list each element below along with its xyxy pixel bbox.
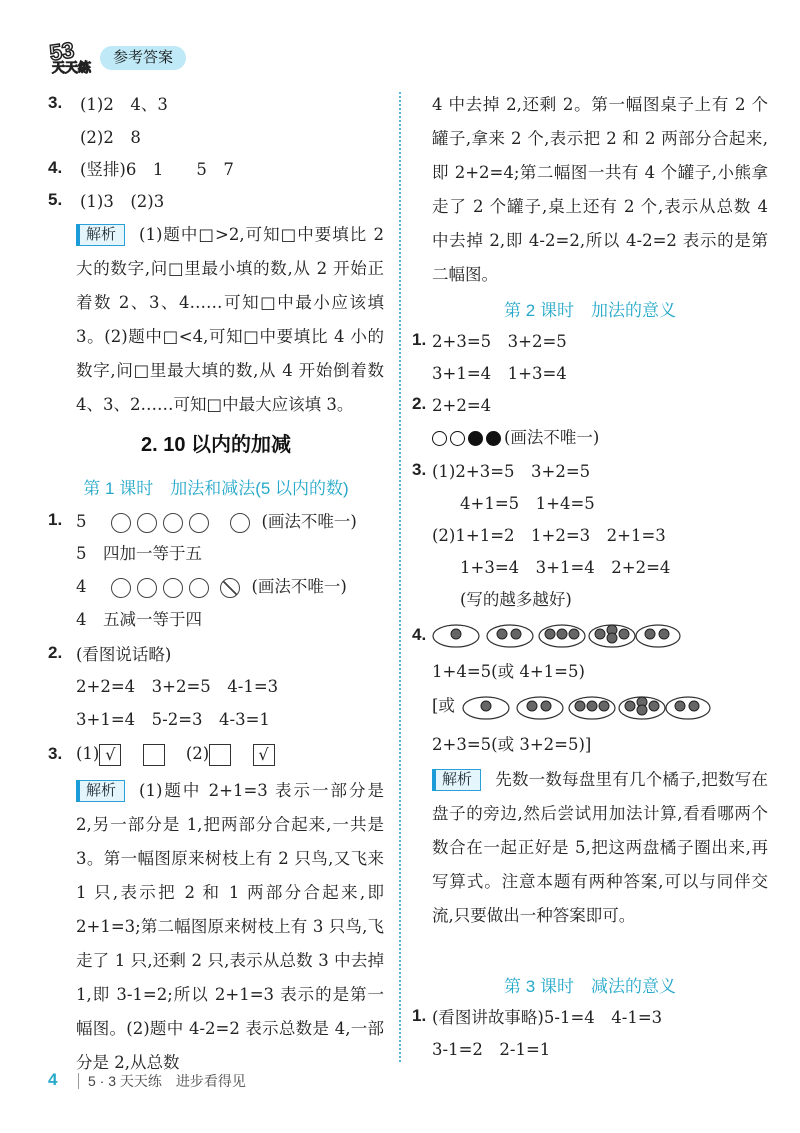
- analysis-continued: 4 中去掉 2,还剩 2。第一幅图桌子上有 2 个罐子,拿来 2 个,表示把 2 和 2 两部分合起来,即 2+2=4;第二幅图一共有 4 个罐子,小熊拿走了 2 个罐子,桌上还有 2 个,表示从总数 4 中去掉 2,即 4-2=2,所以 4-2=2 表示的是第二幅图。: [432, 95, 768, 284]
- svg-text:53: 53: [48, 37, 76, 66]
- answer-line: 2+2=4 3+2=5 4-1=3: [76, 677, 279, 696]
- analysis-text: (1)题中□>2,可知□中要填比 2 大的数字,问□里最小填的数,从 2 开始正着数 2、3、4……可知□中最小应该填 3。(2)题中□<4,可知□中要填比 4 小的数字,问□里最大填的数,从 4 开始倒着数 4、3、2……可知□中最大应该填 3。: [76, 225, 384, 414]
- choice-row: (1) √ (2) √: [76, 742, 275, 766]
- crossed-circle-icon: [220, 578, 240, 598]
- answer-line: (1)3 (2)3: [80, 192, 165, 211]
- answer-line: 4 五减一等于四: [76, 610, 202, 629]
- answer-line: 2+3=5 3+2=5: [432, 332, 567, 351]
- lesson-title: 第 3 课时 减法的意义: [504, 977, 676, 996]
- answer-line: 1+4=5(或 4+1=5): [432, 662, 585, 681]
- analysis-block: [76, 774, 384, 1080]
- circle-icon: [163, 513, 183, 533]
- circle-icon: [137, 578, 157, 598]
- answer-line: (2)2 8: [80, 128, 141, 147]
- answer-line: (看图说话略): [76, 645, 172, 664]
- analysis-block: [432, 763, 768, 933]
- q-number: 1.: [412, 1006, 427, 1025]
- footer-divider: [78, 1073, 79, 1089]
- orange-plates-image: [462, 690, 712, 726]
- answer-line: 3+1=4 1+3=4: [432, 364, 567, 383]
- q-number: 3.: [48, 93, 63, 112]
- q-number: 3.: [48, 744, 63, 763]
- circle-icon: [137, 513, 157, 533]
- lesson-title: 第 1 课时 加法和减法(5 以内的数): [83, 479, 349, 498]
- q-number: 4.: [48, 158, 63, 177]
- circle-icon: [189, 513, 209, 533]
- chapter-title: 2. 10 以内的加减: [140, 434, 292, 456]
- footer-slogan: 5 · 3 天天练 进步看得见: [88, 1073, 246, 1089]
- analysis-text: (1)题中 2+1=3 表示一部分是 2,另一部分是 1,把两部分合起来,一共是 3。第一幅图原来树枝上有 2 只鸟,又飞来 1 只,表示把 2 和 1 两部分合起来,即 2+1=3;第二幅图原来树枝上有 3 只鸟,飞走了 1 只,还剩 2 只,表示从总数 3 中去掉 1,即 3-1=2;所以 2+1=3 表示的是第一幅图。(2)题中 4-2=2 表示总数是 4,一部分是 2,从总数: [76, 781, 384, 1072]
- analysis-label: 解析: [76, 224, 125, 246]
- drawing-row: (画法不唯一): [432, 426, 599, 450]
- orange-plates-image: [432, 618, 682, 654]
- answer-line: 2+2=4: [432, 396, 492, 415]
- q-number: 1.: [412, 330, 427, 349]
- answer-line: (1)2+3=5 3+2=5: [432, 462, 591, 481]
- answer-line: (写的越多越好): [460, 590, 572, 609]
- answer-line: (竖排)6 1 5 7: [80, 160, 234, 179]
- q-number: 4.: [412, 625, 427, 644]
- drawing-row: 5 (画法不唯一): [76, 512, 357, 531]
- q-number: 2.: [412, 394, 427, 413]
- circle-icon: [230, 513, 250, 533]
- analysis-text: 先数一数每盘里有几个橘子,把数写在盘子的旁边,然后尝试用加法计算,看看哪两个数合在一起正好是 5,把这两盘橘子圈出来,再写算式。注意本题有两种答案,可以与同伴交流,只要做出一种答案即可。: [432, 770, 768, 925]
- page-number: 4: [48, 1070, 58, 1089]
- circle-icon: [163, 578, 183, 598]
- answer-line: (1)2 4、3: [80, 95, 168, 114]
- answer-line: 3+1=4 5-2=3 4-3=1: [76, 710, 270, 729]
- filled-dot-icon: [468, 431, 483, 446]
- circle-icon: [450, 431, 465, 446]
- answer-tag: 参考答案: [100, 46, 186, 70]
- drawing-row: 4 (画法不唯一): [76, 577, 347, 596]
- q-number: 5.: [48, 190, 63, 209]
- empty-box: [143, 744, 165, 766]
- lesson-title: 第 2 课时 加法的意义: [504, 301, 676, 320]
- circle-icon: [111, 578, 131, 598]
- empty-box: [209, 744, 231, 766]
- answer-line: 5 四加一等于五: [76, 544, 202, 563]
- analysis-label: 解析: [76, 780, 125, 802]
- filled-dot-icon: [486, 431, 501, 446]
- svg-text:天天练: 天天练: [52, 60, 92, 74]
- answer-line: [或: [432, 696, 455, 715]
- q-number: 3.: [412, 460, 427, 479]
- analysis-label: 解析: [432, 769, 481, 791]
- q-number: 1.: [48, 510, 63, 529]
- answer-line: 1+3=4 3+1=4 2+2=4: [460, 558, 671, 577]
- circle-icon: [189, 578, 209, 598]
- q-number: 2.: [48, 643, 63, 662]
- checked-box: √: [99, 744, 121, 766]
- answer-line: 3-1=2 2-1=1: [432, 1040, 551, 1059]
- answer-line: 4+1=5 1+4=5: [460, 494, 595, 513]
- analysis-block: [76, 218, 384, 422]
- checked-box: √: [253, 744, 275, 766]
- circle-icon: [111, 513, 131, 533]
- column-divider: [399, 92, 401, 1062]
- answer-line: 2+3=5(或 3+2=5)]: [432, 735, 592, 754]
- answer-line: (2)1+1=2 1+2=3 2+1=3: [432, 526, 666, 545]
- answer-line: (看图讲故事略)5-1=4 4-1=3: [432, 1008, 663, 1027]
- circle-icon: [432, 431, 447, 446]
- header-logo: [48, 34, 100, 74]
